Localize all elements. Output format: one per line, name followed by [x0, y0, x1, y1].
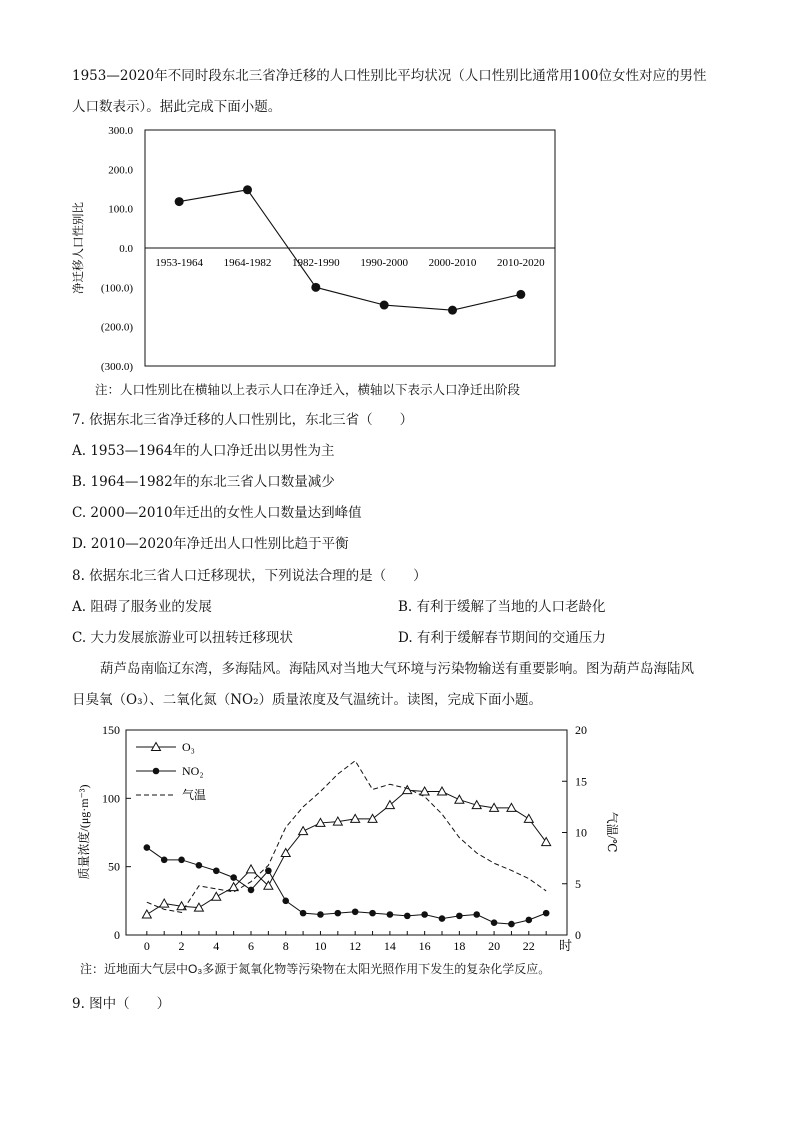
chart2-legend-label: NO₂	[182, 764, 204, 778]
chart2-left-y-tick-label: 150	[102, 723, 120, 737]
chart2-no2-point	[317, 911, 324, 918]
chart1-y-tick-label: 100.0	[108, 203, 133, 216]
chart2-o3-point	[299, 827, 308, 835]
chart2-no2-point	[421, 911, 428, 918]
chart2-no2-point	[439, 915, 446, 922]
q8-stem: 8. 依据东北三省人口迁移现状，下列说法合理的是（ ）	[72, 568, 427, 584]
chart2-right-y-tick-label: 5	[575, 876, 581, 891]
chart2-right-y-tick-label: 15	[575, 774, 587, 789]
chart2-o3-point	[160, 899, 169, 907]
chart2-left-y-tick-label: 50	[108, 859, 120, 874]
chart1-data-point	[311, 283, 320, 292]
chart2-legend-label: 气温	[182, 788, 207, 802]
chart2-o3-point	[542, 838, 551, 846]
chart2-no2-point	[526, 917, 533, 924]
chart2-no2-point	[473, 911, 480, 918]
chart1-data-point	[175, 197, 184, 206]
chart1-x-tick-label: 1990-2000	[360, 257, 409, 269]
chart2-x-tick-label: 12	[349, 939, 362, 953]
chart2-right-y-tick-label: 10	[575, 825, 587, 840]
chart2-x-tick-label: 2	[178, 939, 185, 953]
chart2-x-tick-label: 20	[488, 939, 501, 953]
chart2-o3-point	[368, 814, 377, 822]
chart2-series-line	[147, 790, 546, 914]
chart1-note: 注：人口性别比在横轴以上表示人口在净迁入，横轴以下表示人口净迁出阶段	[95, 382, 521, 397]
chart2-legend-label: O₃	[182, 740, 195, 754]
q7-option-d[interactable]: D. 2010—2020年净迁出人口性别比趋于平衡	[72, 536, 349, 552]
chart2-no2-point	[213, 867, 220, 874]
chart1-y-ticks	[101, 125, 134, 373]
q7-stem: 7. 依据东北三省净迁移的人口性别比，东北三省（ ）	[72, 412, 414, 428]
chart2-o3-point	[455, 795, 464, 803]
sex-ratio-chart	[60, 118, 570, 378]
chart1-y-tick-label: (100.0)	[100, 282, 133, 295]
chart2-no2-point	[369, 910, 376, 917]
intro2-line2: 日臭氧（O₃）、二氧化氮（NO₂）质量浓度及气温统计。读图，完成下面小题。	[72, 692, 543, 708]
chart1-x-tick-label: 1964-1982	[223, 257, 272, 269]
chart2-o3-point	[403, 786, 412, 794]
chart2-x-tick-label: 4	[213, 939, 220, 953]
chart2-left-y-axis-label: 质量浓度/(μg·m⁻³)	[77, 784, 91, 880]
chart2-o3-point	[351, 814, 360, 822]
chart1-y-tick-label: 300.0	[108, 125, 133, 137]
chart1-frame	[145, 130, 555, 366]
chart2-legend	[136, 740, 206, 802]
chart2-no2-point	[387, 911, 394, 918]
chart1-y-axis-label: 净迁移人口性别比	[73, 202, 85, 294]
chart2-series-line	[147, 848, 546, 925]
chart1-series-line	[179, 190, 521, 310]
chart1-y-tick-label: 0.0	[119, 243, 133, 255]
q7-option-c[interactable]: C. 2000—2010年迁出的女性人口数量达到峰值	[72, 505, 362, 521]
chart1-y-tick-label: (200.0)	[100, 321, 133, 334]
chart2-no2-point	[508, 921, 515, 928]
chart2-no2-point	[404, 913, 411, 920]
chart1-x-tick-label: 2000-2010	[428, 257, 477, 269]
q8-option-b[interactable]: B. 有利于缓解了当地的人口老龄化	[398, 599, 606, 615]
chart2-series	[142, 761, 550, 928]
chart2-o3-point	[247, 865, 256, 873]
chart2-right-y-tick-label: 20	[575, 723, 587, 737]
chart2-left-y-tick-label: 100	[102, 791, 120, 806]
chart2-o3-point	[524, 814, 533, 822]
chart2-left-y-ticks	[102, 723, 131, 942]
chart2-no2-point	[456, 913, 463, 920]
chart2-no2-point	[230, 874, 237, 881]
q7-option-b[interactable]: B. 1964—1982年的东北三省人口数量减少	[72, 474, 335, 490]
chart1-y-tick-label: (300.0)	[100, 361, 133, 373]
chart2-no2-point	[543, 910, 550, 917]
chart2-no2-point	[196, 862, 203, 869]
chart2-x-axis-unit: 时	[559, 938, 573, 953]
chart2-x-tick-label: 22	[522, 939, 535, 953]
chart1-data-point	[380, 301, 389, 310]
chart2-x-ticks	[144, 931, 546, 953]
chart2-no2-point	[144, 844, 151, 851]
chart2-right-y-tick-label: 0	[575, 928, 581, 942]
chart1-x-tick-label: 1953-1964	[155, 257, 204, 269]
chart2-no2-point	[265, 867, 272, 874]
intro1-line1: 1953—2020年不同时段东北三省净迁移的人口性别比平均状况（人口性别比通常用100位女性对应的男性	[72, 68, 707, 84]
chart2-right-y-axis-label: 气温/℃	[605, 811, 619, 853]
chart2-o3-point	[142, 910, 151, 918]
chart2-note: 注：近地面大气层中O₃多源于氮氧化物等污染物在太阳光照作用下发生的复杂化学反应。	[80, 962, 551, 976]
q8-option-a[interactable]: A. 阻碍了服务业的发展	[72, 599, 212, 615]
chart1-data-point	[516, 290, 525, 299]
chart1-series	[175, 185, 526, 314]
chart2-no2-point	[161, 857, 168, 864]
chart1-x-tick-label: 1982-1990	[291, 257, 340, 269]
chart2-no2-point	[282, 898, 289, 905]
chart2-frame	[126, 730, 567, 935]
q8-option-c[interactable]: C. 大力发展旅游业可以扭转迁移现状	[72, 630, 293, 646]
chart2-x-tick-label: 14	[383, 939, 396, 953]
chart2-x-tick-label: 10	[314, 939, 327, 953]
chart2-x-tick-label: 0	[143, 939, 150, 953]
chart2-right-y-ticks	[562, 723, 587, 942]
q7-option-a[interactable]: A. 1953—1964年的人口净迁出以男性为主	[72, 443, 335, 459]
chart2-no2-point	[178, 857, 185, 864]
chart2-x-tick-label: 6	[248, 939, 255, 953]
o3-no2-temperature-chart	[60, 720, 620, 960]
chart2-no2-point	[352, 908, 359, 915]
chart2-no2-point	[335, 910, 342, 917]
chart1-y-tick-label: 200.0	[108, 164, 133, 177]
chart2-x-tick-label: 18	[453, 939, 466, 953]
chart2-no2-point	[300, 910, 307, 917]
chart2-series-line	[147, 761, 546, 913]
q9-stem: 9. 图中（ ）	[72, 996, 171, 1012]
chart1-x-ticks	[155, 257, 545, 269]
chart1-x-tick-label: 2010-2020	[496, 257, 545, 269]
chart2-no2-point	[491, 919, 498, 926]
intro2-line1: 葫芦岛南临辽东湾，多海陆风。海陆风对当地大气环境与污染物输送有重要影响。图为葫芦岛海陆风	[100, 661, 694, 677]
chart2-legend-marker	[153, 768, 160, 775]
chart2-x-tick-label: 16	[418, 939, 431, 953]
q8-option-d[interactable]: D. 有利于缓解春节期间的交通压力	[398, 630, 606, 646]
chart2-x-tick-label: 8	[282, 939, 289, 953]
chart1-data-point	[448, 306, 457, 315]
chart1-data-point	[243, 185, 252, 194]
chart2-left-y-tick-label: 0	[114, 928, 120, 942]
chart2-o3-point	[212, 892, 221, 900]
chart2-no2-point	[248, 887, 255, 894]
intro1-line2: 人口数表示）。据此完成下面小题。	[72, 99, 282, 115]
